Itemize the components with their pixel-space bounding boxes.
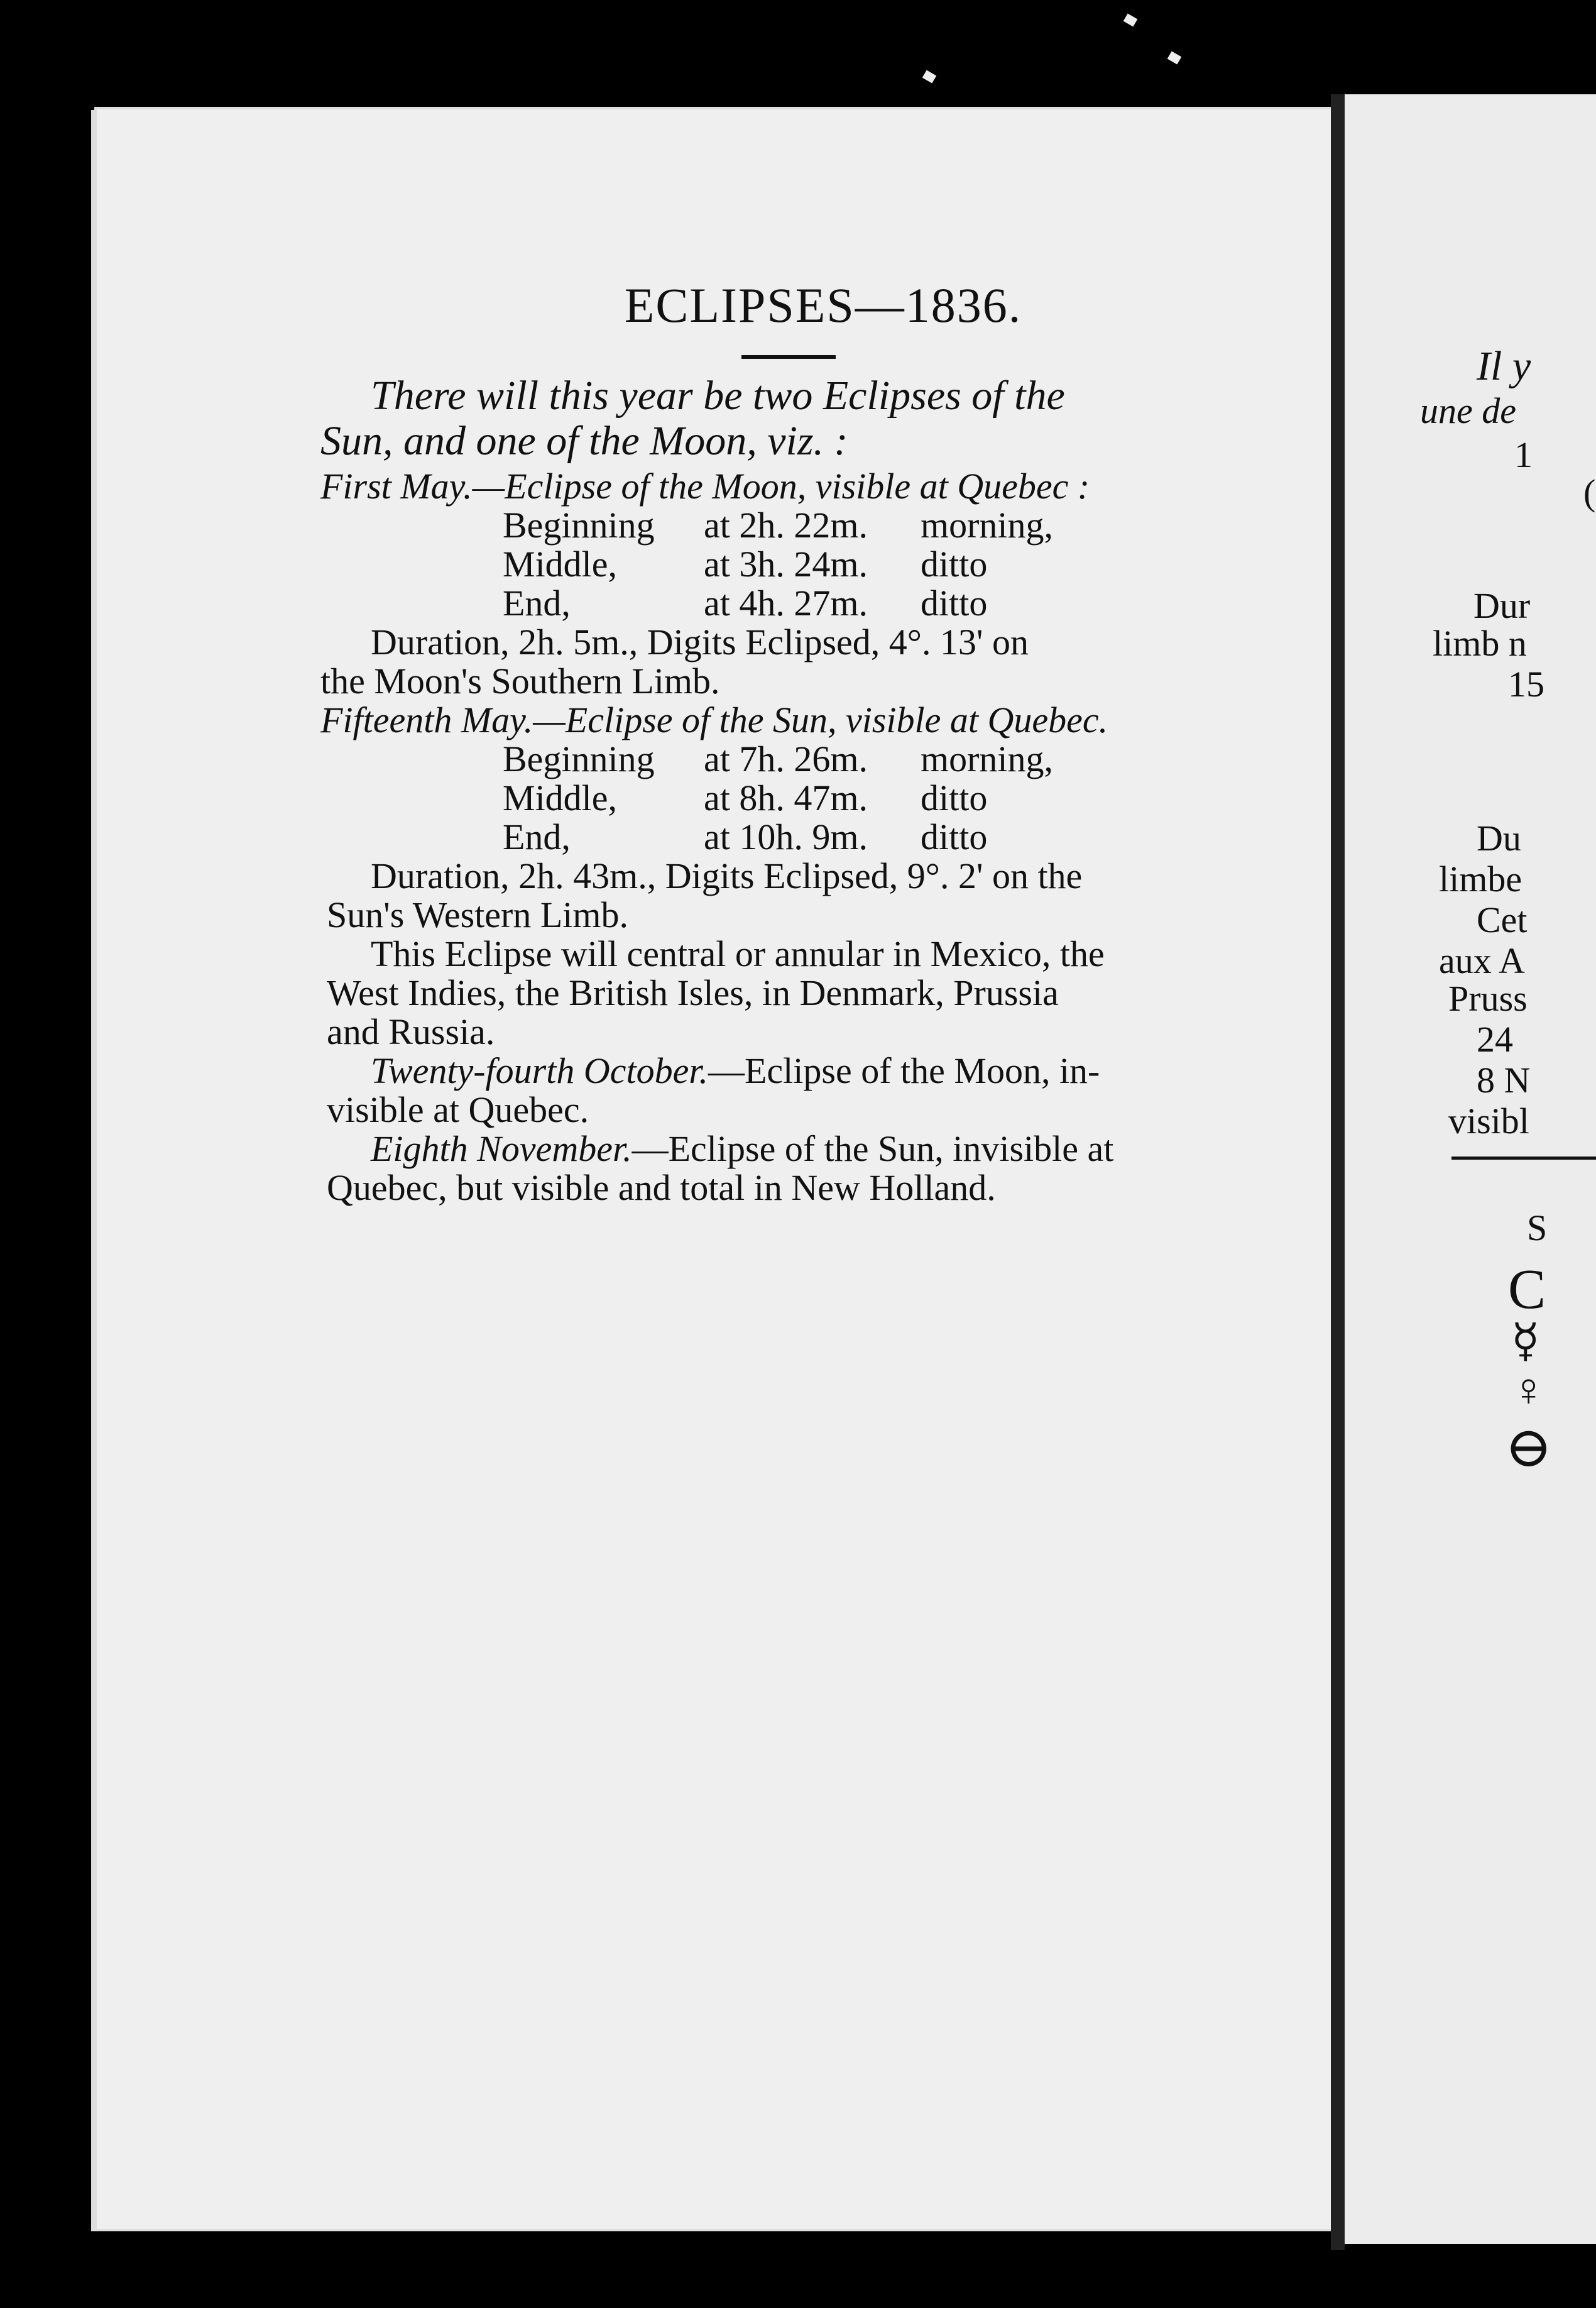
duration-line: Sun's Western Limb. [327,894,628,935]
phase-time: at 8h. 47m. [704,778,868,818]
eclipse-heading: First May.—Eclipse of the Moon, visible at Quebec : [320,466,1090,507]
eclipse-entry [320,1129,1276,1168]
eclipse-entry [320,1052,1276,1091]
page-title: ECLIPSES—1836. [624,278,1022,332]
phase-time: at 10h. 9m. [704,816,868,857]
duration-line: the Moon's Southern Limb. [320,661,720,701]
facing-fragment: une de [1420,390,1516,431]
note-line: and Russia. [327,1011,495,1052]
phase-note: ditto [921,778,988,818]
facing-fragment: visibl [1448,1101,1529,1141]
note-line: This Eclipse will central or annular in Mexico, the [371,933,1105,974]
duration-line: Duration, 2h. 5m., Digits Eclipsed, 4°. 13' on [371,622,1029,662]
phase-time: at 4h. 27m. [704,583,868,624]
phase-note: morning, [921,505,1054,546]
timing-row [320,545,1276,584]
eclipse-text: —Eclipse of the Moon, in- [708,1050,1100,1091]
facing-symbol: ⊖ [1505,1417,1553,1479]
facing-fragment: aux A [1439,940,1525,981]
eclipse-text: Quebec, but visible and total in New Holland. [327,1167,996,1208]
phase-time: at 7h. 26m. [704,739,868,779]
phase-time: at 2h. 22m. [704,505,868,546]
intro-line: Sun, and one of the Moon, viz. : [320,418,848,464]
facing-fragment: Il y [1477,343,1531,389]
phase-label: Middle, [503,778,618,818]
phase-time: at 3h. 24m. [704,544,868,585]
eclipse-date: Twenty-fourth October. [371,1050,708,1091]
eclipse-date: Eighth November. [371,1128,632,1169]
timing-row [320,779,1276,818]
facing-fragment: Dur [1473,585,1531,626]
facing-fragment: Cet [1477,899,1528,940]
facing-fragment: 15 [1508,664,1544,705]
phase-note: ditto [921,583,988,624]
intro-line: There will this year be two Eclipses of the [371,373,1065,419]
phase-label: End, [503,583,571,624]
book-gutter [1331,94,1345,2250]
timing-row [320,818,1276,857]
facing-fragment: 8 N [1477,1060,1531,1101]
eclipse-heading: Fifteenth May.—Eclipse of the Sun, visible at Quebec. [320,700,1108,740]
facing-symbol: ☿ [1511,1316,1540,1367]
eclipses-article [320,278,1276,1208]
timing-row [320,506,1276,545]
facing-symbol: C [1508,1258,1546,1321]
scan-speck [922,70,937,83]
facing-fragment: S [1527,1207,1548,1248]
eclipse-text: —Eclipse of the Sun, invisible at [631,1128,1114,1169]
facing-fragment: limbe [1439,859,1522,899]
facing-fragment: ( [1583,472,1596,513]
facing-fragment: Pruss [1448,978,1528,1019]
timing-row [320,740,1276,779]
phase-note: morning, [921,739,1054,779]
facing-fragment: Du [1477,818,1521,859]
eclipse-text: visible at Quebec. [327,1089,589,1130]
facing-fragment: 1 [1514,434,1533,475]
facing-fragment: 24 [1477,1019,1513,1060]
scan-speck [1167,51,1182,64]
facing-symbol: ♀ [1511,1365,1546,1416]
phase-label: Beginning [503,739,655,779]
duration-line: Duration, 2h. 43m., Digits Eclipsed, 9°. 2' on the [371,855,1083,896]
scan-speck [1123,13,1138,26]
phase-label: Middle, [503,544,618,585]
facing-rule [1451,1157,1596,1160]
phase-note: ditto [921,816,988,857]
facing-fragment: limb n [1433,623,1527,664]
facing-page [1345,94,1596,2244]
phase-label: Beginning [503,505,655,546]
note-line: West Indies, the British Isles, in Denmark, Prussia [327,972,1059,1013]
timing-row [320,584,1276,623]
phase-note: ditto [921,544,988,585]
title-rule [741,355,836,359]
phase-label: End, [503,816,571,857]
